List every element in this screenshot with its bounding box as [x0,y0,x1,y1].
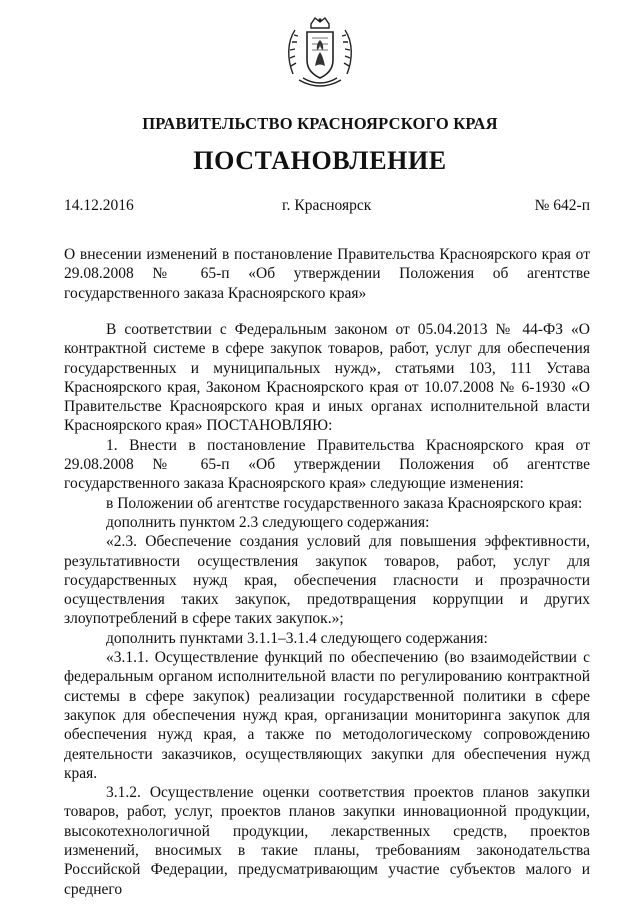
document-type-title: ПОСТАНОВЛЕНИЕ [193,146,447,175]
body-paragraph: 3.1.2. Осуществление оценки соответствия проектов планов закупки товаров, работ, услуг, проектов планов закупки инновационной продукции, высокотехнологичной продукции, лекарственных средств, проектов изменений, вносимых в такие планы, требованиям законодательства Российской Федерации, предусматривающим участие субъектов малого и среднего [64,784,590,898]
document-body [64,320,590,899]
body-paragraph: дополнить пунктами 3.1.1–3.1.4 следующего содержания: [106,629,488,647]
document-subject [64,245,590,303]
document-city: г. Красноярск [282,197,372,214]
body-paragraph: в Положении об агентстве государственного заказа Красноярского края: [106,494,583,512]
coat-of-arms-emblem-icon [285,14,355,92]
organization-name: ПРАВИТЕЛЬСТВО КРАСНОЯРСКОГО КРАЯ [142,114,498,133]
body-paragraph: «3.1.1. Осуществление функций по обеспечению (во взаимодействии с федеральным органом исполнительной власти по регулированию контрактной системы в сфере закупок) реализации государственной политики в сфере закупок для обеспечения нужд края, организации мониторинга закупок для обеспечения нужд края, а также по методологическому сопровождению деятельности заказчиков, осуществляющих закупки для обеспечения нужд края. [64,649,590,782]
body-paragraph: дополнить пунктом 2.3 следующего содержания: [106,513,430,531]
body-paragraph: 1. Внести в постановление Правительства Красноярского края от 29.08.2008 № 65-п «Об утверждении Положения об агентстве государственного заказа Красноярского края» следующие изменения: [64,436,590,493]
body-paragraph: В соответствии с Федеральным законом от 05.04.2013 № 44-ФЗ «О контрактной системе в сфере закупок товаров, работ, услуг для обеспечения государственных и муниципальных нужд», статьями 103, 111 Устава Красноярского края, Законом Красноярского края от 10.07.2008 № 6-1930 «О Правительстве Красноярского края и иных органах исполнительной власти Красноярского края» ПОСТАНОВЛЯЮ: [64,321,590,435]
document-date: 14.12.2016 [64,197,134,214]
document-number: № 642-п [534,197,590,214]
subject-text: О внесении изменений в постановление Правительства Красноярского края от 29.08.2008 № 65-п «Об утверждении Положения об агентстве государственного заказа Красноярского края» [64,246,590,302]
body-paragraph: «2.3. Обеспечение создания условий для повышения эффективности, результативности осуществления закупок товаров, работ, услуг для государственных нужд края, обеспечения гласности и прозрачности осуществления таких закупок, предотвращения коррупции и других злоупотреблений в сфере таких закупок.»; [64,533,590,628]
